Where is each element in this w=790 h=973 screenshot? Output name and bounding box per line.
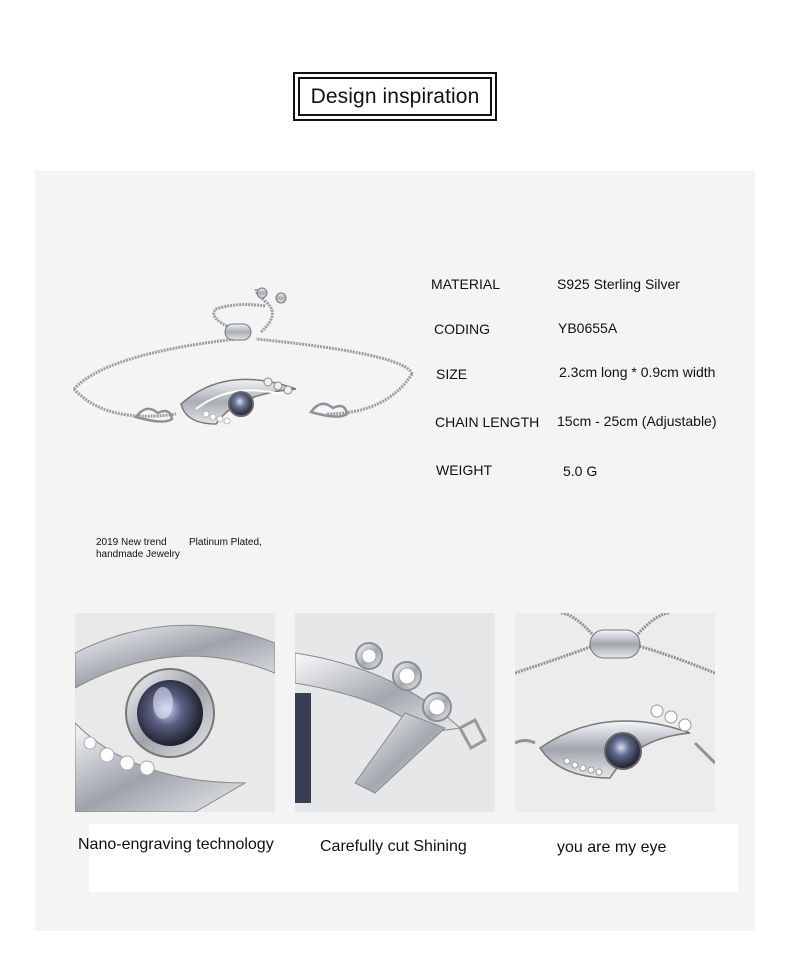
spec-label-chain-length: CHAIN LENGTH [435,414,540,430]
spec-label-size: SIZE [436,366,468,382]
spec-label-material: MATERIAL [431,276,500,292]
caption-you-are-my-eye: you are my eye [557,839,667,856]
bracelet-image [66,284,422,434]
caption-band [89,824,738,892]
spec-label-weight: WEIGHT [436,462,492,478]
spec-value-material: S925 Sterling Silver [557,276,680,292]
section-title: Design inspiration [298,77,492,116]
detail-photo-stone [75,613,275,812]
caption-cut-shining: Carefully cut Shining [320,838,467,855]
note-plated: Platinum Plated, [189,537,262,548]
caption-nano-engraving: Nano-engraving technology [78,836,274,853]
note-trend: 2019 New trend [96,537,167,548]
spec-value-weight: 5.0 G [563,463,598,479]
note-handmade: handmade Jewelry [96,549,180,560]
section-title-frame [293,72,497,121]
spec-label-coding: CODING [434,321,490,337]
spec-value-coding: YB0655A [558,320,618,336]
detail-photo-cut [295,613,495,812]
spec-value-chain-length: 15cm - 25cm (Adjustable) [557,413,717,429]
detail-photo-eye [515,613,715,812]
spec-value-size: 2.3cm long * 0.9cm width [559,364,716,380]
